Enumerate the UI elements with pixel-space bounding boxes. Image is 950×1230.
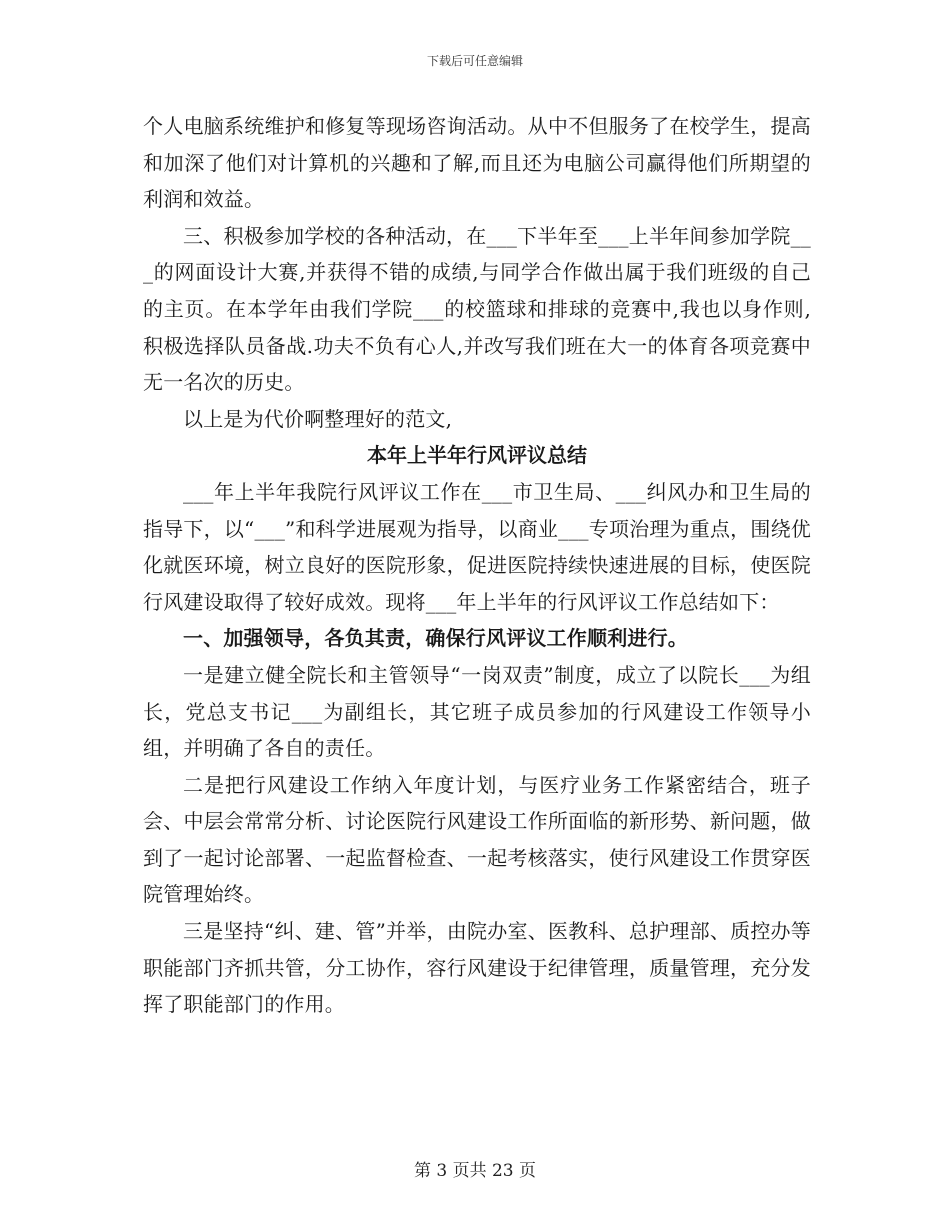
- paragraph-point-one: 一是建立健全院长和主管领导“一岗双责”制度，成立了以院长___为组长，党总支书记___为副组长，其它班子成员参加的行风建设工作领导小组，并明确了各自的责任。: [143, 662, 811, 761]
- section-heading-leadership: 一、加强领导，各负其责，确保行风评议工作顺利进行。: [183, 626, 688, 651]
- paragraph-point-two: 二是把行风建设工作纳入年度计划，与医疗业务工作紧密结合，班子会、中层会常常分析、讨论医院行风建设工作所面临的新形势、新问题，做到了一起讨论部署、一起监督检查、一起考核落实，使行风建设工作贯穿医院管理始终。: [143, 772, 811, 907]
- paragraph-closing: 以上是为代价啊整理好的范文,: [183, 406, 453, 431]
- paragraph-continued: 个人电脑系统维护和修复等现场咨询活动。从中不但服务了在校学生，提高和加深了他们对计算机的兴趣和了解,而且还为电脑公司赢得他们所期望的利润和效益。: [143, 114, 811, 212]
- paragraph-intro: ___年上半年我院行风评议工作在___市卫生局、___纠风办和卫生局的指导下，以“___”和科学进展观为指导，以商业___专项治理为重点，围绕优化就医环境，树立良好的医院形象，促进医院持续快速进展的目标，使医院行风建设取得了较好成效。现将___年上半年的行风评议工作总结如下：: [143, 479, 811, 614]
- page-number: 第 3 页共 23 页: [413, 1161, 537, 1181]
- paragraph-activities: 三、积极参加学校的各种活动，在___下半年至___上半年间参加学院___的网面设计大赛,并获得不错的成绩,与同学合作做出属于我们班级的自己的主页。在本学年由我们学院___的校篮球和排球的竞赛中,我也以身作则,积极选择队员备战.功夫不负有心人,并改写我们班在大一的体育各项竞赛中无一名次的历史。: [143, 223, 811, 395]
- paragraph-point-three: 三是坚持“纠、建、管”并举，由院办室、医教科、总护理部、质控办等职能部门齐抓共管，分工协作，容行风建设于纪律管理，质量管理，充分发挥了职能部门的作用。: [143, 919, 811, 1017]
- document-body: [143, 108, 811, 1023]
- page-header-note: 下载后可任意编辑: [426, 54, 523, 68]
- section-title: 本年上半年行风评议总结: [367, 443, 587, 468]
